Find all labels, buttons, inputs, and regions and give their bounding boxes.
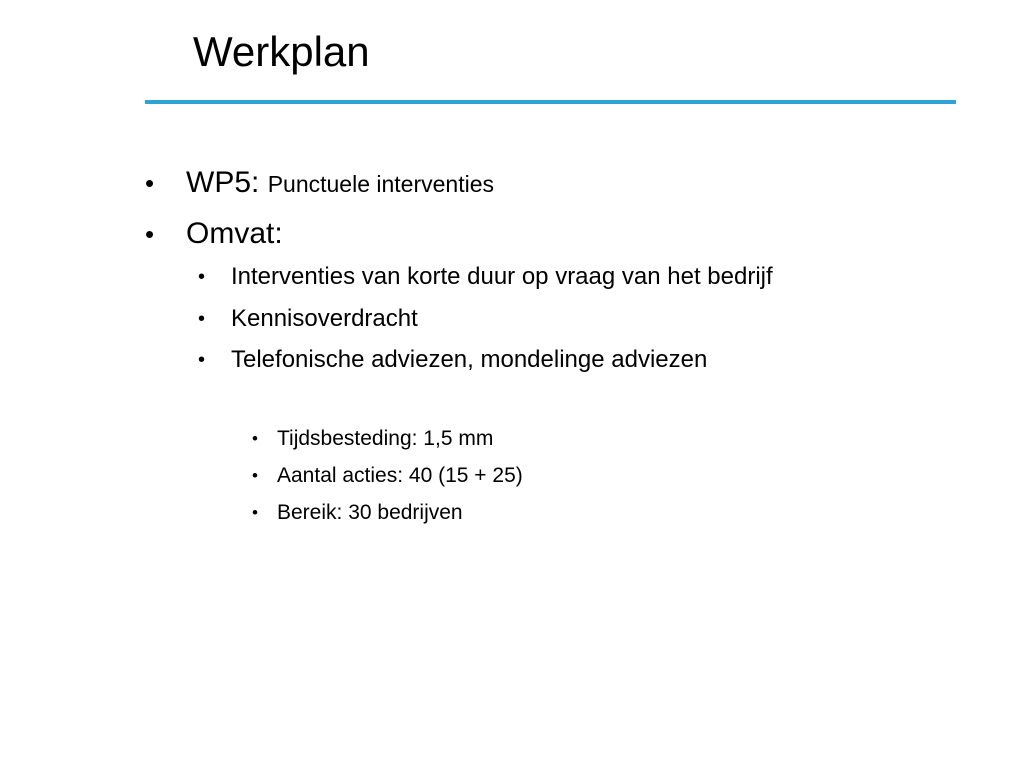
bullet-text xyxy=(186,165,494,202)
bullet-dot: • xyxy=(198,308,206,330)
bullet-label: Bereik: 30 bedrijven xyxy=(277,501,463,524)
bullet-label: Kennisoverdracht xyxy=(231,305,418,332)
bullet-detail: Punctuele interventies xyxy=(267,171,495,197)
bullet-label: WP5: xyxy=(186,166,260,199)
bullet-label: Aantal acties: 40 (15 + 25) xyxy=(277,464,523,487)
bullet-dot: • xyxy=(252,466,258,485)
bullet-dot: • xyxy=(252,429,258,448)
bullet-dot: • xyxy=(252,503,258,522)
bullet-dot: • xyxy=(145,168,155,198)
bullet-dot: • xyxy=(198,266,206,288)
bullet-label: Omvat: xyxy=(186,217,283,250)
title-underline xyxy=(145,100,956,104)
slide-title: Werkplan xyxy=(193,28,370,75)
bullet-label: Interventies van korte duur op vraag van het bedrijf xyxy=(231,263,773,290)
bullet-dot: • xyxy=(145,219,155,249)
bullet-dot: • xyxy=(198,349,206,371)
bullet-label: Telefonische adviezen, mondelinge adviezen xyxy=(231,346,708,373)
bullet-label: Tijdsbesteding: 1,5 mm xyxy=(277,427,494,450)
